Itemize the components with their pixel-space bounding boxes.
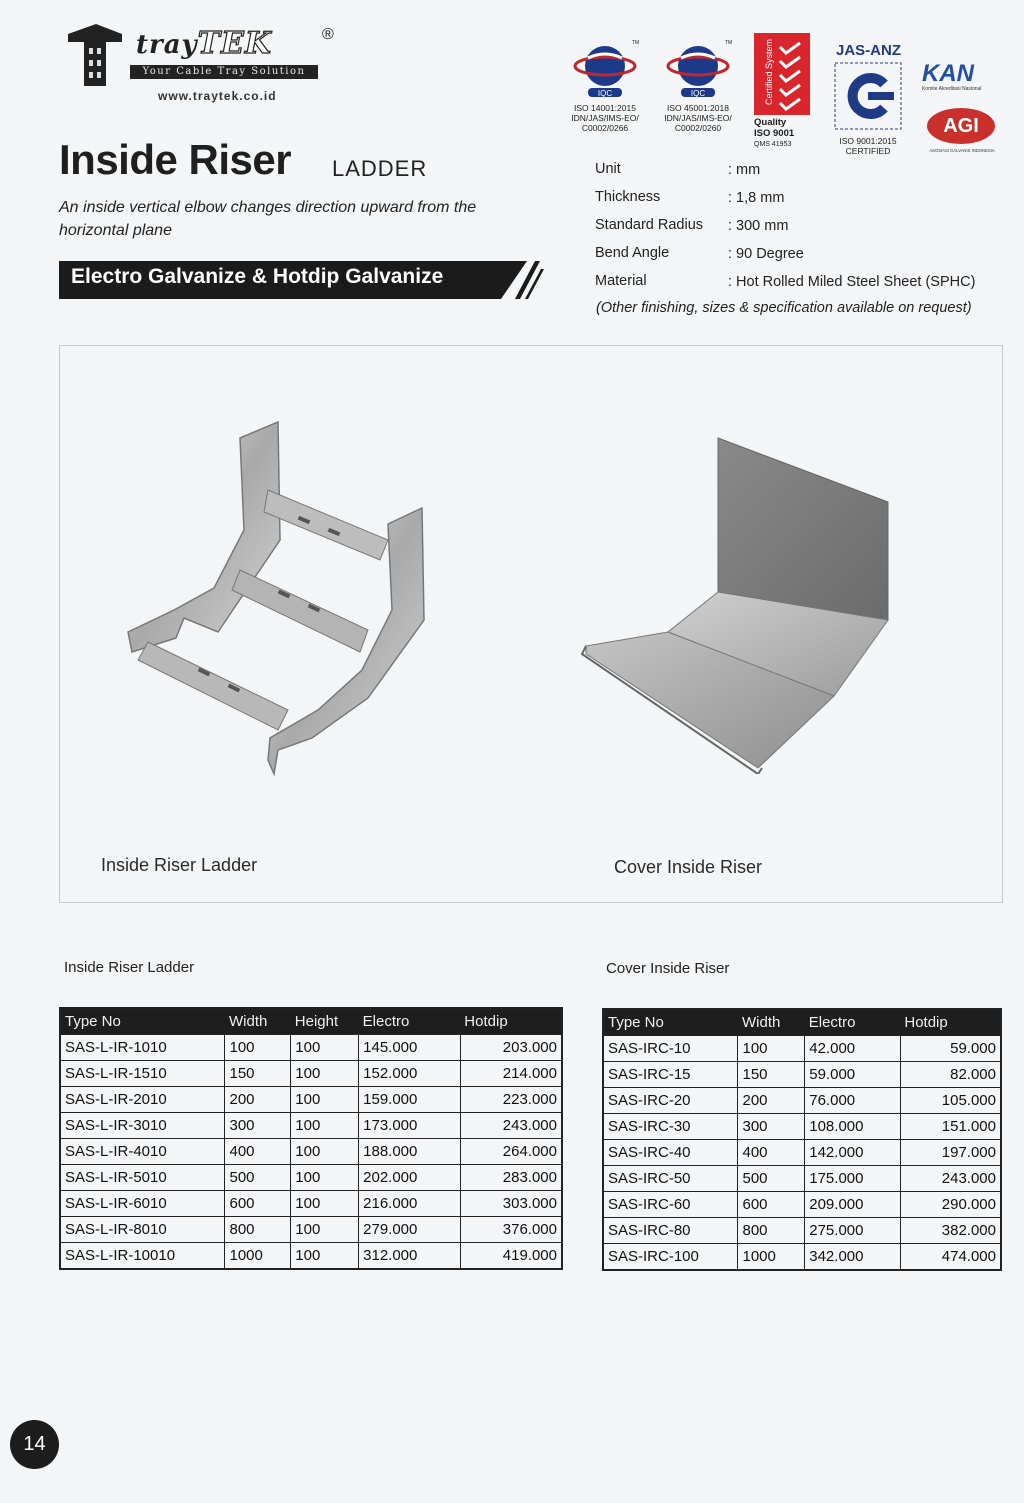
table-cell: 100: [291, 1165, 359, 1191]
table-row: [60, 1243, 562, 1270]
iqc-badge-text: IQC: [690, 89, 706, 98]
table-cell: 300: [225, 1113, 291, 1139]
spec-label-bend-angle: Bend Angle: [595, 245, 670, 261]
iqc-tm-mark: TM: [725, 40, 733, 46]
table-row: [60, 1191, 562, 1217]
website-url[interactable]: www.traytek.co.id: [158, 89, 277, 103]
table-row: [603, 1218, 1001, 1244]
spec-label-thickness: Thickness: [595, 189, 661, 205]
table-cell: 800: [225, 1217, 291, 1243]
table-cell: 59.000: [805, 1062, 901, 1088]
cover-table-label: Cover Inside Riser: [606, 960, 730, 977]
spec-label-radius: Standard Radius: [595, 217, 704, 233]
spec-label-material: Material: [595, 273, 647, 289]
table-cell: 500: [225, 1165, 291, 1191]
cert-line: C0002/0266: [581, 123, 629, 133]
table-cell: SAS-L-IR-8010: [60, 1217, 225, 1243]
cover-image-caption: Cover Inside Riser: [614, 857, 763, 877]
table-cell: 342.000: [805, 1244, 901, 1271]
certified-system-cert: [754, 33, 812, 158]
table-cell: 800: [738, 1218, 805, 1244]
table-cell: 275.000: [805, 1218, 901, 1244]
table-cell: 214.000: [460, 1061, 562, 1087]
col-electro: Electro: [805, 1009, 901, 1036]
page-subtitle: LADDER: [332, 156, 428, 181]
registered-mark: ®: [322, 26, 334, 43]
iqc-globe-icon: [570, 40, 640, 98]
table-cell: 279.000: [359, 1217, 461, 1243]
iqc-iso14001-cert: [566, 40, 644, 133]
cover-price-table: [602, 1008, 1002, 1271]
table-row: [60, 1113, 562, 1139]
table-cell: 600: [225, 1191, 291, 1217]
spec-value-thickness: : 1,8 mm: [728, 190, 785, 206]
table-row: [60, 1165, 562, 1191]
cert-line: ISO 45001:2018: [667, 103, 729, 113]
table-cell: 142.000: [805, 1140, 901, 1166]
table-row: [60, 1061, 562, 1087]
checkmarks-icon: [776, 41, 806, 111]
agi-name: AGI: [927, 108, 995, 144]
table-cell: 209.000: [805, 1192, 901, 1218]
table-cell: 290.000: [900, 1192, 1001, 1218]
table-cell: 223.000: [460, 1087, 562, 1113]
table-cell: SAS-IRC-40: [603, 1140, 738, 1166]
col-hotdip: Hotdip: [900, 1009, 1001, 1036]
cert-line: CERTIFIED: [845, 146, 891, 156]
table-row: [603, 1036, 1001, 1062]
cert-line: IDN/JAS/IMS-EO/: [571, 113, 639, 123]
table-cell: 150: [225, 1061, 291, 1087]
table-cell: 100: [291, 1243, 359, 1270]
brand-logo: [66, 24, 332, 90]
table-cell: SAS-L-IR-1010: [60, 1035, 225, 1061]
table-cell: 100: [291, 1035, 359, 1061]
table-cell: SAS-IRC-15: [603, 1062, 738, 1088]
table-cell: 42.000: [805, 1036, 901, 1062]
col-hotdip: Hotdip: [460, 1008, 562, 1035]
table-cell: 200: [225, 1087, 291, 1113]
table-cell: 151.000: [900, 1114, 1001, 1140]
spec-note: (Other finishing, sizes & specification available on request): [596, 300, 972, 316]
table-row: [60, 1217, 562, 1243]
table-cell: 203.000: [460, 1035, 562, 1061]
table-cell: 76.000: [805, 1088, 901, 1114]
kan-sub: Komite Akreditasi Nasional: [922, 86, 982, 92]
table-cell: 152.000: [359, 1061, 461, 1087]
col-width: Width: [225, 1008, 291, 1035]
table-cell: 175.000: [805, 1166, 901, 1192]
table-cell: 100: [291, 1217, 359, 1243]
table-cell: 419.000: [460, 1243, 562, 1270]
table-cell: 188.000: [359, 1139, 461, 1165]
table-row: [603, 1062, 1001, 1088]
table-cell: 197.000: [900, 1140, 1001, 1166]
brand-tagline: Your Cable Tray Solution: [130, 65, 318, 79]
col-type-no: Type No: [603, 1009, 738, 1036]
table-cell: SAS-IRC-80: [603, 1218, 738, 1244]
iqc-tm-mark: TM: [632, 40, 640, 46]
table-cell: 1000: [738, 1244, 805, 1271]
product-description: An inside vertical elbow changes direction upward from the horizontal plane: [59, 199, 477, 239]
table-row: [60, 1139, 562, 1165]
certified-system-badge: [754, 33, 810, 115]
kan-cert: [922, 62, 1002, 92]
jas-anz-cert: [826, 42, 910, 158]
table-cell: 100: [291, 1087, 359, 1113]
col-width: Width: [738, 1009, 805, 1036]
table-cell: 173.000: [359, 1113, 461, 1139]
col-height: Height: [291, 1008, 359, 1035]
table-row: [60, 1087, 562, 1113]
inside-riser-ladder-image: [118, 420, 440, 776]
cover-inside-riser-image: [578, 432, 900, 774]
table-cell: 100: [225, 1035, 291, 1061]
table-row: [603, 1244, 1001, 1271]
table-cell: 300: [738, 1114, 805, 1140]
table-cell: SAS-L-IR-3010: [60, 1113, 225, 1139]
cert-line: ISO 9001:2015: [839, 136, 897, 146]
table-header-row: [603, 1009, 1001, 1036]
table-cell: 474.000: [900, 1244, 1001, 1271]
table-cell: 159.000: [359, 1087, 461, 1113]
table-cell: 100: [291, 1113, 359, 1139]
cert-line: ISO 9001: [754, 128, 795, 139]
brand-word-tek: TEK: [197, 26, 272, 61]
table-cell: 59.000: [900, 1036, 1001, 1062]
table-cell: 243.000: [460, 1113, 562, 1139]
brand-wordmark: [136, 26, 272, 61]
table-cell: 264.000: [460, 1139, 562, 1165]
table-row: [603, 1140, 1001, 1166]
table-cell: 100: [291, 1061, 359, 1087]
table-cell: SAS-IRC-20: [603, 1088, 738, 1114]
iqc-badge-text: IQC: [597, 89, 613, 98]
table-cell: SAS-L-IR-1510: [60, 1061, 225, 1087]
spec-value-material: : Hot Rolled Miled Steel Sheet (SPHC): [728, 274, 976, 290]
table-cell: 216.000: [359, 1191, 461, 1217]
table-cell: 600: [738, 1192, 805, 1218]
page-title: Inside Riser: [59, 136, 292, 183]
table-cell: 202.000: [359, 1165, 461, 1191]
cert-line: Quality: [754, 117, 787, 128]
table-cell: 150: [738, 1062, 805, 1088]
traytek-t-icon: [66, 24, 124, 88]
ladder-price-table: [59, 1007, 563, 1270]
cert-line: C0002/0260: [674, 123, 722, 133]
table-cell: 382.000: [900, 1218, 1001, 1244]
table-cell: 376.000: [460, 1217, 562, 1243]
ladder-table-label: Inside Riser Ladder: [64, 959, 195, 976]
brand-word-tray: tray: [136, 30, 198, 60]
kan-name: KAN: [922, 60, 974, 87]
iqc-iso45001-cert: [659, 40, 737, 133]
spec-value-unit: : mm: [728, 162, 761, 178]
jas-anz-c-icon: [834, 62, 902, 130]
table-row: [603, 1088, 1001, 1114]
jas-anz-name: JAS-ANZ: [836, 42, 902, 59]
table-cell: 100: [291, 1139, 359, 1165]
certified-system-text: [754, 117, 794, 150]
table-cell: 200: [738, 1088, 805, 1114]
cert-line: ISO 14001:2015: [574, 103, 636, 113]
iqc-globe-icon: [663, 40, 733, 98]
cert-line: IDN/JAS/IMS-EO/: [664, 113, 732, 123]
table-cell: SAS-IRC-100: [603, 1244, 738, 1271]
col-type-no: Type No: [60, 1008, 225, 1035]
table-cell: 243.000: [900, 1166, 1001, 1192]
certified-system-label: Certified System: [764, 38, 774, 106]
table-row: [603, 1166, 1001, 1192]
spec-value-bend-angle: : 90 Degree: [728, 246, 804, 262]
table-row: [60, 1035, 562, 1061]
agi-sub: ASOSIASI GALVANIS INDONESIA: [929, 148, 995, 153]
table-row: [603, 1114, 1001, 1140]
agi-cert: [924, 108, 1000, 153]
table-cell: 400: [225, 1139, 291, 1165]
page-number: 14: [10, 1420, 59, 1469]
ladder-image-caption: Inside Riser Ladder: [101, 855, 258, 875]
table-cell: SAS-L-IR-6010: [60, 1191, 225, 1217]
table-cell: SAS-L-IR-2010: [60, 1087, 225, 1113]
table-cell: 100: [738, 1036, 805, 1062]
table-cell: SAS-L-IR-4010: [60, 1139, 225, 1165]
table-cell: SAS-IRC-50: [603, 1166, 738, 1192]
finish-banner-text: Electro Galvanize & Hotdip Galvanize: [71, 265, 444, 288]
table-cell: 400: [738, 1140, 805, 1166]
table-cell: SAS-L-IR-5010: [60, 1165, 225, 1191]
spec-label-unit: Unit: [595, 161, 621, 177]
table-cell: SAS-IRC-60: [603, 1192, 738, 1218]
table-cell: 500: [738, 1166, 805, 1192]
table-cell: SAS-L-IR-10010: [60, 1243, 225, 1270]
table-cell: 105.000: [900, 1088, 1001, 1114]
table-cell: 108.000: [805, 1114, 901, 1140]
spec-value-radius: : 300 mm: [728, 218, 789, 234]
table-cell: SAS-IRC-30: [603, 1114, 738, 1140]
table-cell: 303.000: [460, 1191, 562, 1217]
table-row: [603, 1192, 1001, 1218]
table-cell: 82.000: [900, 1062, 1001, 1088]
table-header-row: [60, 1008, 562, 1035]
table-cell: SAS-IRC-10: [603, 1036, 738, 1062]
col-electro: Electro: [359, 1008, 461, 1035]
table-cell: 145.000: [359, 1035, 461, 1061]
table-cell: 100: [291, 1191, 359, 1217]
cert-line: QMS 41953: [754, 141, 792, 148]
table-cell: 283.000: [460, 1165, 562, 1191]
table-cell: 312.000: [359, 1243, 461, 1270]
table-cell: 1000: [225, 1243, 291, 1270]
